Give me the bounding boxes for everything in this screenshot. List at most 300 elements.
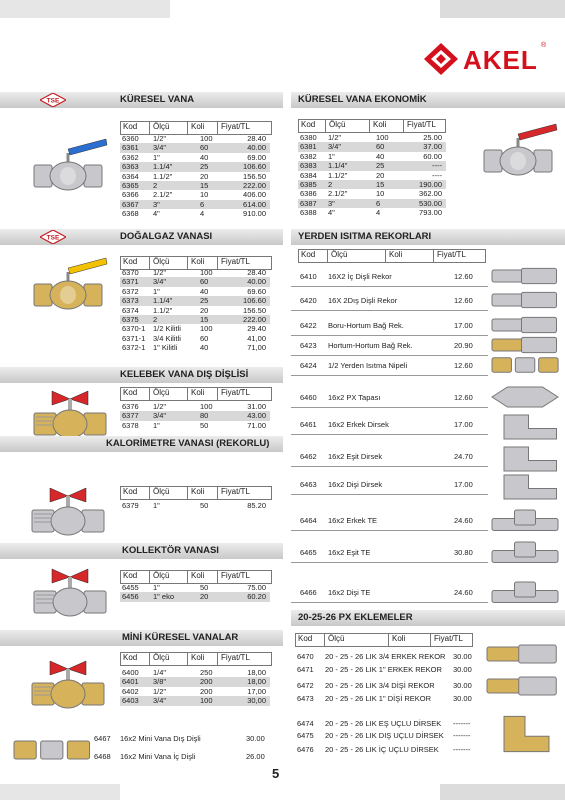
mini-valve-price: 26.00: [246, 752, 265, 761]
floor-fitting-image: [490, 288, 560, 312]
floor-fitting-code: 6462: [300, 452, 317, 461]
mini-valve-price: 30.00: [246, 734, 265, 743]
table-row: [120, 172, 270, 181]
qty-cell: 25: [200, 296, 209, 306]
floor-fitting-image: [490, 385, 560, 409]
floor-fitting-desc: 16x2 Erkek TE: [328, 516, 378, 525]
svg-text:TSE: TSE: [46, 97, 60, 105]
px-male-fitting-image: [485, 640, 560, 668]
price-cell: 43.00: [247, 411, 266, 421]
table-row: [120, 190, 270, 199]
floor-fitting-price: 12.60: [454, 361, 473, 370]
table-header: [120, 652, 272, 664]
size-cell: 1" eko: [153, 592, 175, 602]
code-cell: 6402: [122, 686, 139, 696]
floor-fitting-image: [490, 444, 560, 474]
floor-fitting-desc: 16X 2Dış Dişli Rekor: [328, 296, 398, 305]
size-cell: 2: [153, 180, 158, 190]
table-row: [120, 181, 270, 190]
size-cell: 1.1/2": [153, 171, 173, 181]
collector-valve-image: [30, 563, 110, 623]
qty-cell: 20: [376, 170, 385, 180]
px-fitting-code: 6474: [297, 719, 314, 728]
qty-cell: 60: [200, 277, 209, 287]
size-cell: 2.1/2": [153, 190, 173, 200]
row-divider: [291, 335, 488, 336]
header-label-olcu: Ölçü: [153, 487, 170, 496]
floor-fitting-price: 12.60: [454, 296, 473, 305]
code-cell: 6387: [300, 198, 317, 208]
px-fitting-desc: 20 - 25 - 26 LIK 1" ERKEK REKOR: [325, 665, 442, 674]
qty-cell: 100: [200, 402, 213, 411]
section-band: [291, 92, 565, 108]
code-cell: 6386: [300, 189, 317, 199]
row-divider: [291, 494, 488, 495]
table-row: [120, 592, 270, 601]
floor-fitting-price: 20.90: [454, 341, 473, 350]
code-cell: 6371: [122, 277, 139, 287]
px-fitting-desc: 20 - 25 - 26 LIK İÇ UÇLU DİRSEK: [325, 745, 439, 754]
size-cell: 3/4 Kilitli: [153, 333, 181, 343]
section-title: KÜRESEL VANA EKONOMİK: [298, 94, 427, 105]
section-title: YERDEN ISITMA REKORLARI: [298, 231, 432, 242]
price-cell: 530.00: [419, 198, 442, 208]
mini-valve-desc: 16x2 Mini Vana Dış Dişli: [120, 734, 201, 743]
table-row: [120, 296, 270, 305]
akel-logo: [423, 42, 551, 76]
code-cell: 6455: [122, 583, 139, 592]
px-fitting-price: 30.00: [453, 665, 472, 674]
size-cell: 4": [153, 209, 160, 219]
table-header: [120, 387, 272, 399]
price-cell: 18,00: [247, 677, 266, 687]
code-cell: 6371-1: [122, 333, 146, 343]
price-cell: 222.00: [243, 314, 266, 324]
floor-fitting-price: 30.80: [454, 548, 473, 557]
table-row: [298, 189, 446, 198]
size-cell: 1": [153, 501, 160, 510]
qty-cell: 20: [200, 171, 209, 181]
code-cell: 6380: [300, 133, 317, 142]
code-cell: 6456: [122, 592, 139, 602]
price-cell: 222.00: [243, 180, 266, 190]
code-cell: 6384: [300, 170, 317, 180]
table-row: [298, 142, 446, 151]
price-cell: 75.00: [247, 583, 266, 592]
floor-fitting-price: 24.70: [454, 452, 473, 461]
mini-valve-code: 6467: [94, 734, 111, 743]
table-header: [120, 570, 272, 582]
px-fitting-desc: 20 - 25 - 26 LIK 1" DİŞİ REKOR: [325, 694, 432, 703]
qty-cell: 60: [376, 142, 385, 152]
header-label-fiyat: Fiyat/TL: [221, 571, 250, 580]
qty-cell: 15: [200, 314, 209, 324]
row-divider: [291, 562, 488, 563]
table-header: [120, 121, 272, 133]
header-label-olcu: Ölçü: [153, 257, 170, 266]
px-fitting-desc: 20 - 25 - 26 LIK DIŞ UÇLU DİRSEK: [325, 731, 444, 740]
svg-text:TSE: TSE: [46, 234, 60, 242]
code-cell: 6372-1: [122, 343, 146, 353]
qty-cell: 40: [376, 151, 385, 161]
mini-valve-code: 6468: [94, 752, 111, 761]
tse-certification-icon: [40, 230, 66, 244]
table-row: [120, 421, 270, 430]
qty-cell: 15: [200, 180, 209, 190]
qty-cell: 6: [376, 198, 381, 208]
qty-cell: 100: [200, 324, 213, 334]
header-label-olcu: Ölçü: [153, 653, 170, 662]
table-row: [120, 200, 270, 209]
code-cell: 6377: [122, 411, 139, 421]
price-cell: 156.50: [243, 305, 266, 315]
price-table: [120, 583, 270, 602]
floor-fitting-image: [490, 540, 560, 570]
size-cell: 2: [328, 179, 333, 189]
price-cell: 362.00: [419, 189, 442, 199]
size-cell: 3": [153, 199, 160, 209]
header-label-olcu: Ölçü: [328, 634, 345, 643]
section-band: [291, 229, 565, 245]
section-band: [0, 229, 283, 245]
size-cell: 3/4": [153, 143, 167, 153]
size-cell: 1": [328, 151, 335, 161]
price-table: [120, 501, 270, 510]
qty-cell: 20: [200, 305, 209, 315]
size-cell: 3": [328, 198, 335, 208]
price-cell: 793.00: [419, 208, 442, 218]
px-fitting-price: -------: [453, 719, 471, 728]
row-divider: [291, 434, 488, 435]
section-band: [0, 436, 283, 452]
table-row: [120, 287, 270, 296]
row-divider: [291, 355, 488, 356]
table-row: [120, 162, 270, 171]
code-cell: 6376: [122, 402, 139, 411]
economic-ball-valve-image: [478, 120, 558, 180]
floor-fitting-desc: 16x2 Dişi TE: [328, 588, 371, 597]
size-cell: 1.1/4": [328, 161, 348, 171]
floor-fitting-code: 6463: [300, 480, 317, 489]
code-cell: 6388: [300, 208, 317, 218]
floor-fitting-code: 6466: [300, 588, 317, 597]
tse-certification-icon: [40, 93, 66, 107]
floor-fitting-price: 24.60: [454, 588, 473, 597]
header-label-kod: Kod: [123, 388, 138, 397]
px-fitting-code: 6470: [297, 652, 314, 661]
floor-fitting-price: 12.60: [454, 393, 473, 402]
code-cell: 6381: [300, 142, 317, 152]
table-row: [120, 153, 270, 162]
logo-mark-icon: [423, 42, 459, 76]
table-row: [120, 334, 270, 343]
qty-cell: 25: [200, 162, 209, 172]
px-elbow-fitting-image: [492, 712, 552, 756]
bottom-decor-bar-right: [440, 784, 565, 800]
row-divider: [291, 466, 488, 467]
header-label-fiyat: Fiyat/TL: [434, 634, 463, 643]
brand-name: AKEL: [463, 45, 538, 75]
floor-fitting-desc: 16X2 İç Dişli Rekor: [328, 272, 392, 281]
size-cell: 2: [153, 314, 158, 324]
size-cell: 1.1/4": [153, 296, 173, 306]
code-cell: 6366: [122, 190, 139, 200]
price-table: [120, 134, 270, 219]
qty-cell: 50: [200, 420, 209, 430]
table-row: [120, 306, 270, 315]
header-label-kod: Kod: [123, 571, 138, 580]
px-fitting-desc: 20 - 25 - 26 LIK EŞ UÇLU DİRSEK: [325, 719, 442, 728]
code-cell: 6403: [122, 696, 139, 706]
size-cell: 1/2": [153, 686, 167, 696]
registered-mark: ®: [541, 42, 547, 49]
floor-fitting-desc: 16x2 Dişi Dirsek: [328, 480, 383, 489]
code-cell: 6375: [122, 314, 139, 324]
size-cell: 3/4": [153, 277, 167, 287]
header-label-kod: Kod: [123, 257, 138, 266]
table-row: [120, 324, 270, 333]
px-fitting-price: -------: [453, 731, 471, 740]
header-label-fiyat: Fiyat/TL: [221, 257, 250, 266]
code-cell: 6363: [122, 162, 139, 172]
px-fitting-price: 30.00: [453, 694, 472, 703]
section-title: KALORİMETRE VANASI (REKORLU): [106, 438, 270, 449]
header-label-fiyat: Fiyat/TL: [221, 653, 250, 662]
code-cell: 6367: [122, 199, 139, 209]
price-table: [120, 668, 270, 706]
mini-ball-valve-image: [28, 655, 108, 715]
header-label-koli: Koli: [392, 634, 406, 643]
size-cell: 1/4": [153, 668, 167, 677]
mini-valve-kit-image: [12, 735, 92, 765]
row-divider: [291, 286, 488, 287]
code-cell: 6372: [122, 286, 139, 296]
floor-fitting-desc: 1/2 Yerden Isıtma Nipeli: [328, 361, 408, 370]
table-row: [298, 199, 446, 208]
row-divider: [291, 530, 488, 531]
qty-cell: 60: [200, 333, 209, 343]
size-cell: 1/2 Kilitli: [153, 324, 181, 334]
floor-fitting-code: 6410: [300, 272, 317, 281]
floor-fitting-image: [490, 580, 560, 610]
px-fitting-desc: 20 - 25 - 26 LIK 3/4 ERKEK REKOR: [325, 652, 446, 661]
ball-valve-blue-image: [28, 135, 108, 195]
qty-cell: 100: [200, 268, 213, 277]
price-cell: 106.60: [243, 296, 266, 306]
size-cell: 1.1/4": [153, 162, 173, 172]
floor-fitting-price: 12.60: [454, 272, 473, 281]
header-label-olcu: Ölçü: [153, 122, 170, 131]
price-cell: 30,00: [247, 696, 266, 706]
header-label-olcu: Ölçü: [153, 388, 170, 397]
size-cell: 1": [153, 583, 160, 592]
qty-cell: 250: [200, 668, 213, 677]
qty-cell: 20: [200, 592, 209, 602]
section-band: [0, 92, 283, 108]
qty-cell: 100: [376, 133, 389, 142]
qty-cell: 80: [200, 411, 209, 421]
px-fitting-code: 6475: [297, 731, 314, 740]
code-cell: 6362: [122, 152, 139, 162]
table-row: [120, 668, 270, 677]
header-label-koli: Koli: [191, 571, 205, 580]
qty-cell: 40: [200, 343, 209, 353]
code-cell: 6368: [122, 209, 139, 219]
price-cell: 614.00: [243, 199, 266, 209]
table-row: [120, 677, 270, 686]
header-label-fiyat: Fiyat/TL: [407, 120, 436, 129]
qty-cell: 50: [200, 501, 209, 510]
code-cell: 6360: [122, 134, 139, 143]
floor-fitting-desc: 16x2 Erkek Dirsek: [328, 420, 389, 429]
row-divider: [291, 602, 488, 603]
floor-fitting-desc: 16x2 PX Tapası: [328, 393, 381, 402]
qty-cell: 15: [376, 179, 385, 189]
table-row: [120, 209, 270, 218]
calorimeter-valve-image: [28, 482, 108, 542]
size-cell: 2.1/2": [328, 189, 348, 199]
code-cell: 6400: [122, 668, 139, 677]
price-table: [120, 268, 270, 353]
qty-cell: 4: [200, 209, 205, 219]
section-band: [0, 630, 283, 646]
table-row: [120, 687, 270, 696]
size-cell: 1.1/2": [153, 305, 173, 315]
header-label-koli: Koli: [191, 122, 205, 131]
price-cell: 37.00: [423, 142, 442, 152]
table-row: [120, 411, 270, 420]
code-cell: 6365: [122, 180, 139, 190]
gas-valve-yellow-image: [28, 254, 108, 314]
code-cell: 6373: [122, 296, 139, 306]
header-label-kod: Kod: [123, 653, 138, 662]
header-label-koli: Koli: [389, 250, 403, 259]
qty-cell: 10: [200, 190, 209, 200]
qty-cell: 6: [200, 199, 205, 209]
price-cell: 25.00: [423, 133, 442, 142]
code-cell: 6382: [300, 151, 317, 161]
table-row: [298, 161, 446, 170]
qty-cell: 200: [200, 677, 213, 687]
row-divider: [291, 375, 488, 376]
page-number: 5: [272, 766, 280, 781]
section-title: KOLLEKTÖR VANASI: [122, 545, 219, 556]
header-label-fiyat: Fiyat/TL: [221, 122, 250, 131]
floor-fitting-code: 6460: [300, 393, 317, 402]
price-cell: ----: [432, 161, 442, 171]
price-cell: 406.00: [243, 190, 266, 200]
floor-fitting-desc: Boru-Hortum Bağ Rek.: [328, 321, 404, 330]
header-label-fiyat: Fiyat/TL: [437, 250, 466, 259]
header-label-olcu: Ölçü: [329, 120, 346, 129]
top-decor-bar-left: [0, 0, 170, 18]
px-fitting-desc: 20 - 25 - 26 LIK 3/4 DİŞİ REKOR: [325, 681, 435, 690]
px-fitting-code: 6476: [297, 745, 314, 754]
bottom-decor-bar-left: [0, 784, 120, 800]
price-cell: 40.00: [247, 277, 266, 287]
code-cell: 6379: [122, 501, 139, 510]
price-cell: 60.00: [423, 151, 442, 161]
header-label-kod: Kod: [123, 487, 138, 496]
header-label-kod: Kod: [298, 634, 313, 643]
table-row: [120, 134, 270, 143]
price-cell: 29.40: [247, 324, 266, 334]
price-cell: 156.50: [243, 171, 266, 181]
px-fitting-code: 6471: [297, 665, 314, 674]
price-cell: 69.00: [247, 152, 266, 162]
code-cell: 6370-1: [122, 324, 146, 334]
table-row: [120, 696, 270, 705]
size-cell: 3/4": [153, 411, 167, 421]
price-cell: 106.60: [243, 162, 266, 172]
table-row: [298, 133, 446, 142]
price-cell: 71,00: [247, 343, 266, 353]
floor-fitting-price: 17.00: [454, 321, 473, 330]
header-label-olcu: Ölçü: [331, 250, 348, 259]
size-cell: 4": [328, 208, 335, 218]
section-band: [0, 543, 283, 559]
code-cell: 6361: [122, 143, 139, 153]
section-band: [0, 367, 283, 383]
table-header: [295, 633, 473, 645]
price-cell: 69.60: [247, 286, 266, 296]
floor-fitting-code: 6465: [300, 548, 317, 557]
header-label-kod: Kod: [301, 250, 316, 259]
qty-cell: 40: [200, 152, 209, 162]
price-table: [120, 402, 270, 430]
floor-fitting-image: [490, 412, 560, 442]
floor-fitting-code: 6424: [300, 361, 317, 370]
px-fitting-price: 30.00: [453, 652, 472, 661]
header-label-koli: Koli: [191, 388, 205, 397]
table-header: [120, 256, 272, 268]
section-band: [291, 610, 565, 626]
table-header: [298, 119, 446, 131]
header-label-fiyat: Fiyat/TL: [221, 388, 250, 397]
floor-fitting-image: [490, 264, 560, 288]
table-row: [120, 501, 270, 510]
floor-fitting-desc: Hortum-Hortum Bağ Rek.: [328, 341, 413, 350]
code-cell: 6370: [122, 268, 139, 277]
size-cell: 1": [153, 420, 160, 430]
floor-fitting-price: 17.00: [454, 420, 473, 429]
mini-valve-desc: 16x2 Mini Vana İç Dişli: [120, 752, 196, 761]
table-row: [120, 402, 270, 411]
price-cell: 41,00: [247, 333, 266, 343]
floor-fitting-image: [490, 472, 560, 502]
price-cell: 60.20: [247, 592, 266, 602]
size-cell: 3/4": [153, 696, 167, 706]
header-label-koli: Koli: [373, 120, 387, 129]
size-cell: 1/2": [153, 134, 167, 143]
table-header: [298, 249, 486, 261]
qty-cell: 200: [200, 686, 213, 696]
floor-fitting-image: [490, 508, 560, 538]
price-cell: 31.00: [247, 402, 266, 411]
size-cell: 3/8": [153, 677, 167, 687]
floor-fitting-price: 17.00: [454, 480, 473, 489]
price-cell: 28.40: [247, 134, 266, 143]
code-cell: 6385: [300, 179, 317, 189]
floor-fitting-desc: 16x2 Eşit TE: [328, 548, 371, 557]
table-row: [120, 143, 270, 152]
table-row: [298, 208, 446, 217]
px-fitting-code: 6472: [297, 681, 314, 690]
price-cell: 85.20: [247, 501, 266, 510]
floor-fitting-code: 6422: [300, 321, 317, 330]
price-cell: 190.00: [419, 179, 442, 189]
qty-cell: 60: [200, 143, 209, 153]
